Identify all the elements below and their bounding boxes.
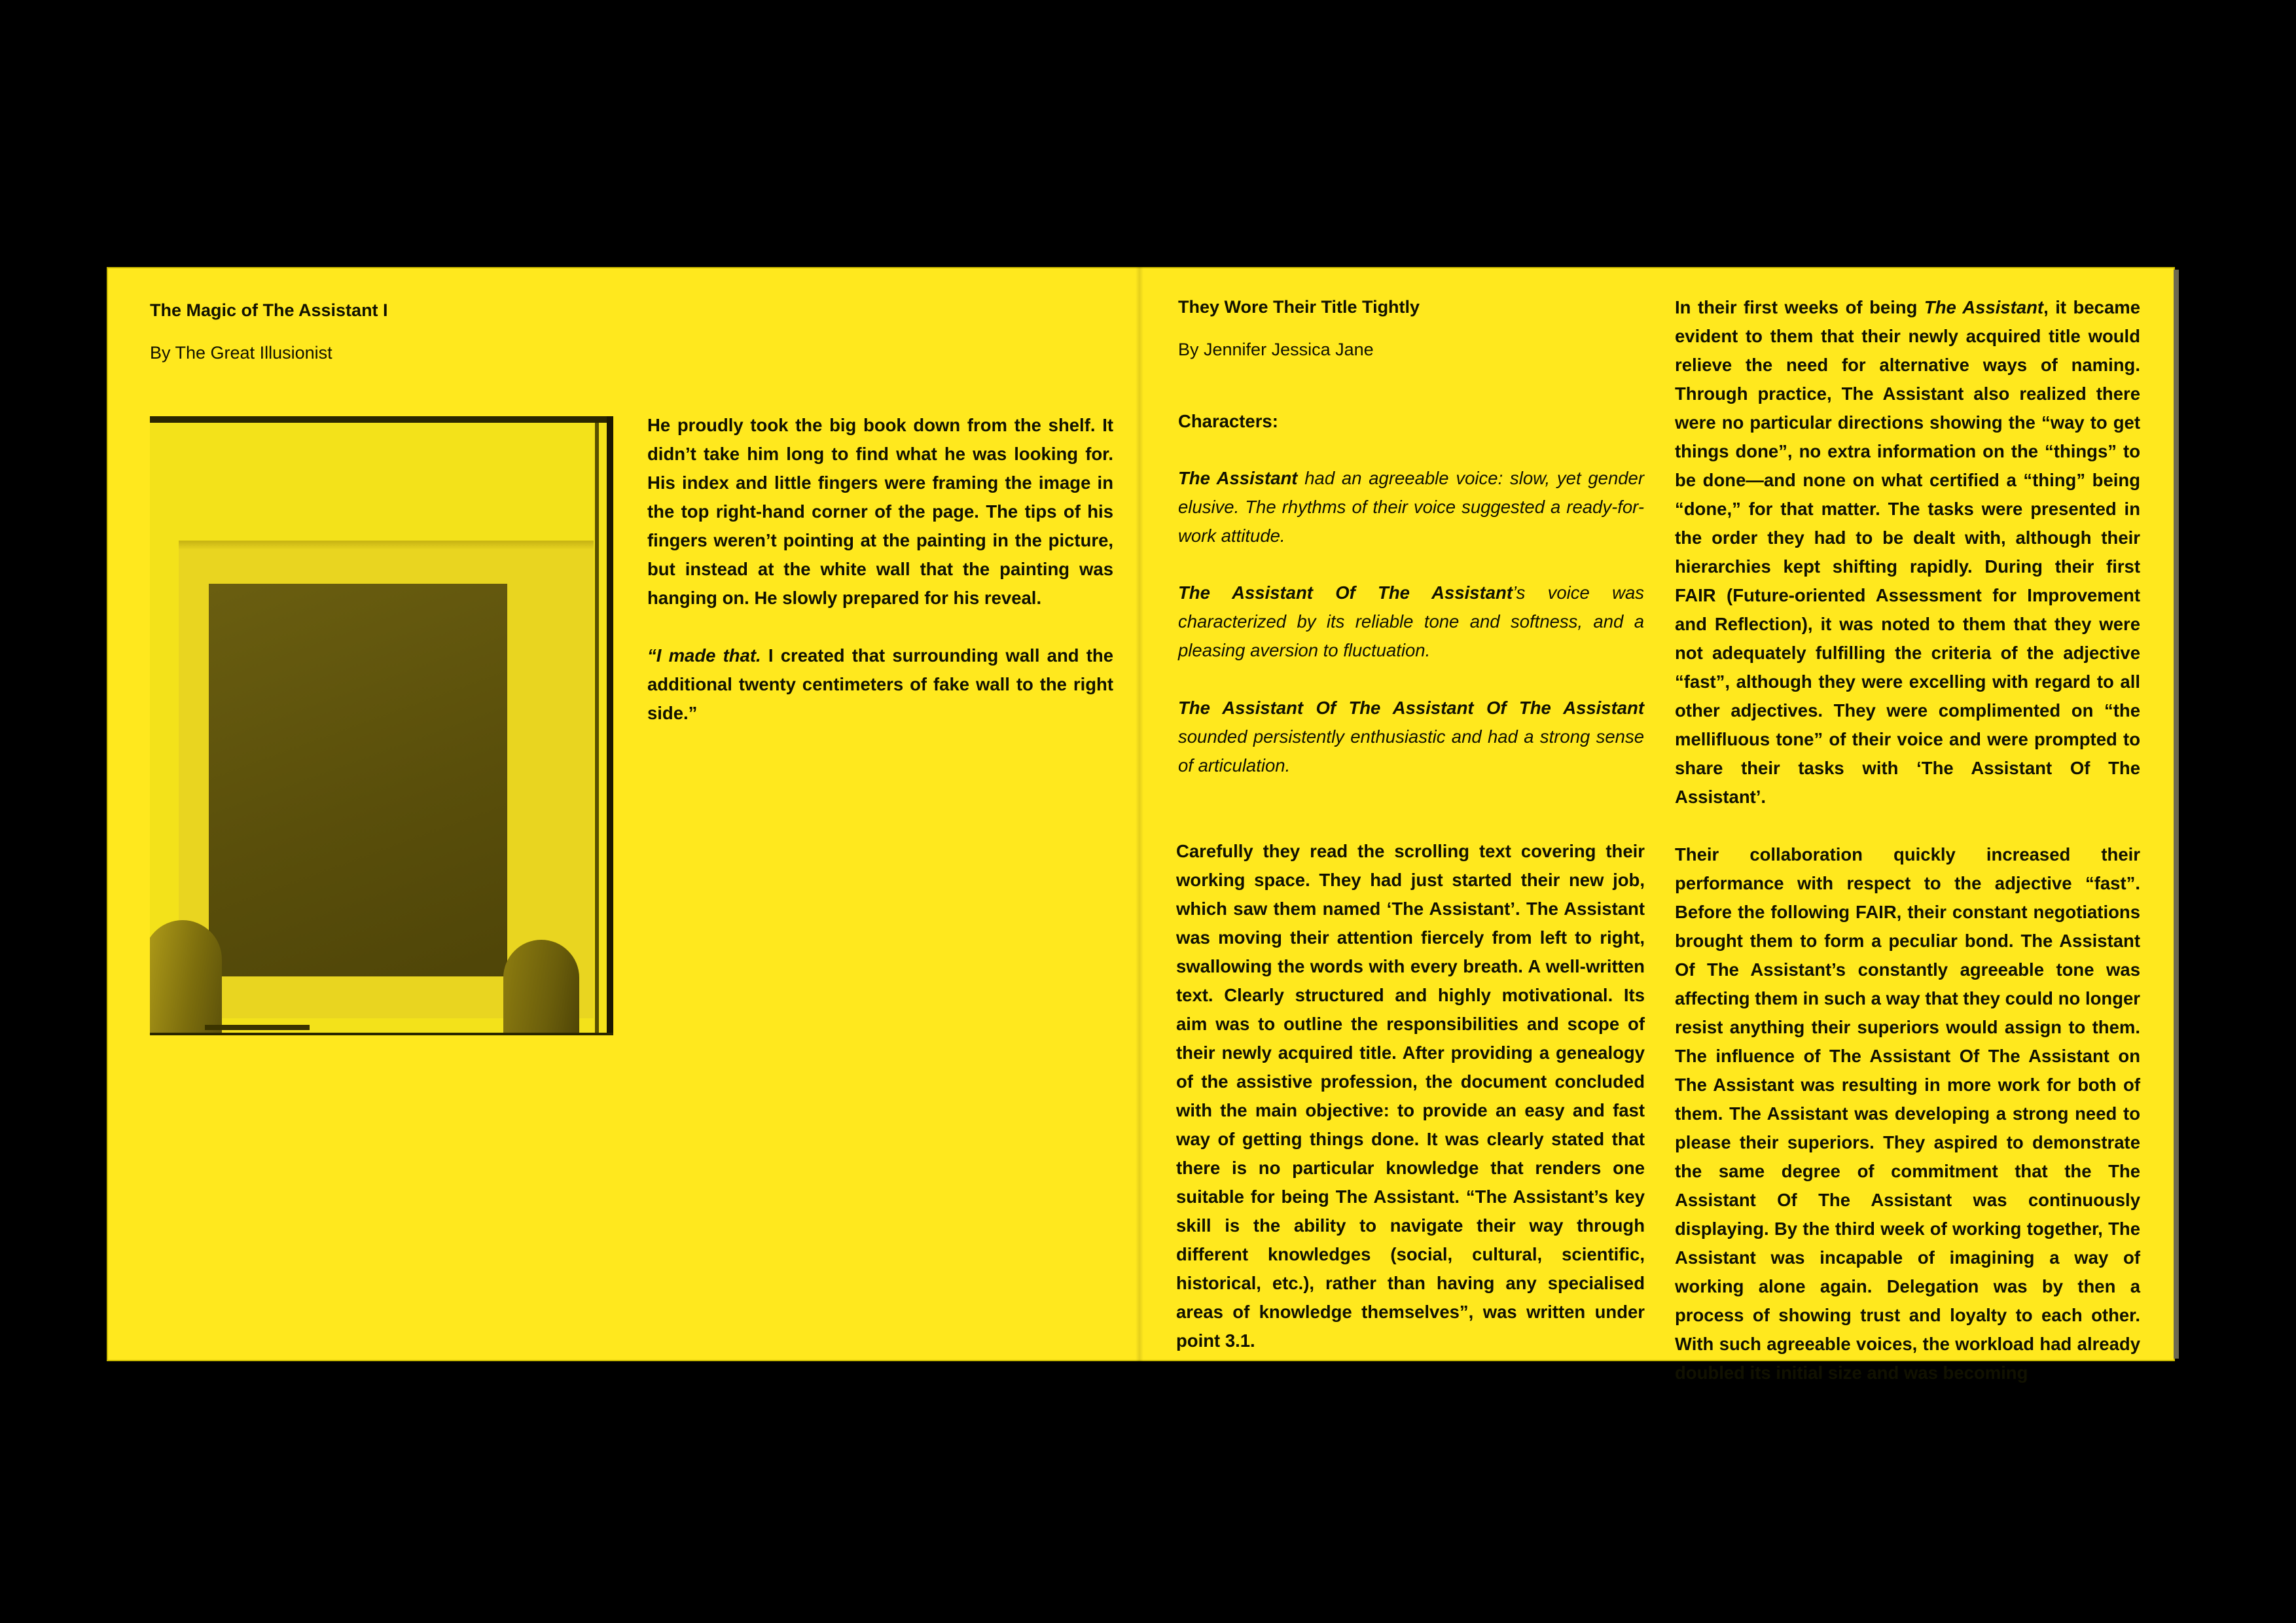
caption-strip <box>205 1025 310 1030</box>
photo-page-edge <box>595 423 599 1035</box>
character-description: sounded persistently enthusiastic and had a strong sense of articulation. <box>1178 726 1644 776</box>
gutter <box>1136 267 1143 1361</box>
page-edge <box>2174 270 2179 1359</box>
character-name: The Assistant Of The Assistant Of The Assistant <box>1178 698 1644 718</box>
story-rest: , it became evident to them that their newly acquired title would relieve the need for alternative ways of naming. Through practice, The Assistant also realized there were no particular directions showing the “way to get things done”, no extra information on the “things” to be done—and none on what certified a “thing” being “done,” for that matter. The tasks were presented in the order they had to be dealt with, although their hierarchies kept shifting rapidly. During their first FAIR (Future-oriented Assessment for Improvement and Reflection), it was noted to them that they were not adequately fulfilling the criteria of the adjective “fast”, although they were excelling with regard to all other adjectives. They were complimented on “the mellifluous tone” of their voice and were prompted to share their tasks with ‘The Assistant Of The Assistant’. <box>1675 297 2140 807</box>
left-page-title: The Magic of The Assistant I <box>150 300 388 320</box>
character-description: had an agreeable voice: slow, yet gender elusive. The rhythms of their voice suggested a ready-for-work attitude. <box>1178 468 1644 546</box>
character-entry <box>1178 579 1644 665</box>
left-page-body <box>647 411 1113 728</box>
story-column-1: Carefully they read the scrolling text covering their working space. They had just started their new job, which saw them named ‘The Assistant’. The Assistant was moving their attention fiercely from left to right, swallowing the words with every breath. A well-written text. Clearly structured and highly motivational. Its aim was to outline the responsibilities and scope of their newly acquired title. After providing a genealogy of the assistive profession, the document concluded with the main objective: to provide an easy and fast way of getting things done. It was clearly stated that there is no particular knowledge that renders one suitable for being The Assistant. “The Assistant’s key skill is the ability to navigate their way through different knowledges (social, cultural, scientific, historical, etc.), rather than having any specialised areas of knowledge themselves”, was written under point 3.1. <box>1176 841 1645 1351</box>
left-quote <box>647 641 1113 728</box>
right-page-byline: By Jennifer Jessica Jane <box>1178 340 1374 359</box>
left-quote-italic: “I made that. <box>647 645 761 666</box>
character-name: The Assistant <box>1178 468 1298 488</box>
photograph-hands-holding-book-icon <box>150 416 613 1035</box>
painting <box>209 584 507 976</box>
character-entry <box>1178 694 1644 780</box>
character-entry <box>1178 464 1644 550</box>
right-finger <box>503 940 579 1035</box>
story-column-2 <box>1675 293 2140 1387</box>
book-page-shadow <box>179 541 594 550</box>
character-description: ’s voice was characterized by its reliable tone and softness, and a pleasing aversion to fluctuation. <box>1178 582 1645 660</box>
photo-border <box>150 416 613 423</box>
characters-heading: Characters: <box>1178 411 1278 431</box>
story-lead: In their first weeks of being <box>1675 297 1924 317</box>
booklet-spread <box>107 267 2175 1383</box>
left-paragraph: He proudly took the big book down from the shelf. It didn’t take him long to find what he was looking for. His index and little fingers were framing the image in the top right-hand corner of the page. The tips of his fingers weren’t pointing at the painting in the picture, but instead at the white wall that the painting was hanging on. He slowly prepared for his reveal. <box>647 415 1113 608</box>
left-finger <box>150 920 222 1035</box>
story-column-2-paragraph-2: Their collaboration quickly increased their performance with respect to the adjective “fast”. Before the following FAIR, their constant negotiations brought them to form a peculiar bond. The Assistant Of The Assistant’s constantly agreeable tone was affecting them in such a way that they could no longer resist anything their superiors would assign to them. The influence of The Assistant Of The Assistant on The Assistant was resulting in more work for both of them. The Assistant was developing a strong need to please their superiors. They aspired to demonstrate the same degree of commitment that the The Assistant Of The Assistant was continuously displaying. By the third week of working together, The Assistant was incapable of imagining a way of working alone again. Delegation was by then a process of showing trust and loyalty to each other. With such agreeable voices, the workload had already doubled its initial size and was becoming <box>1675 844 2140 1383</box>
left-page-byline: By The Great Illusionist <box>150 343 332 363</box>
right-page-title: They Wore Their Title Tightly <box>1178 297 1420 317</box>
photo-border-bottom <box>150 1033 613 1035</box>
story-emphasis: The Assistant <box>1924 297 2044 317</box>
story-column-2-paragraph-1 <box>1675 293 2140 812</box>
character-name: The Assistant Of The Assistant <box>1178 582 1513 603</box>
photo-border-right <box>607 416 613 1035</box>
left-quote-rest: I created that surrounding wall and the additional twenty centimeters of fake wall to the right side.” <box>647 645 1113 723</box>
